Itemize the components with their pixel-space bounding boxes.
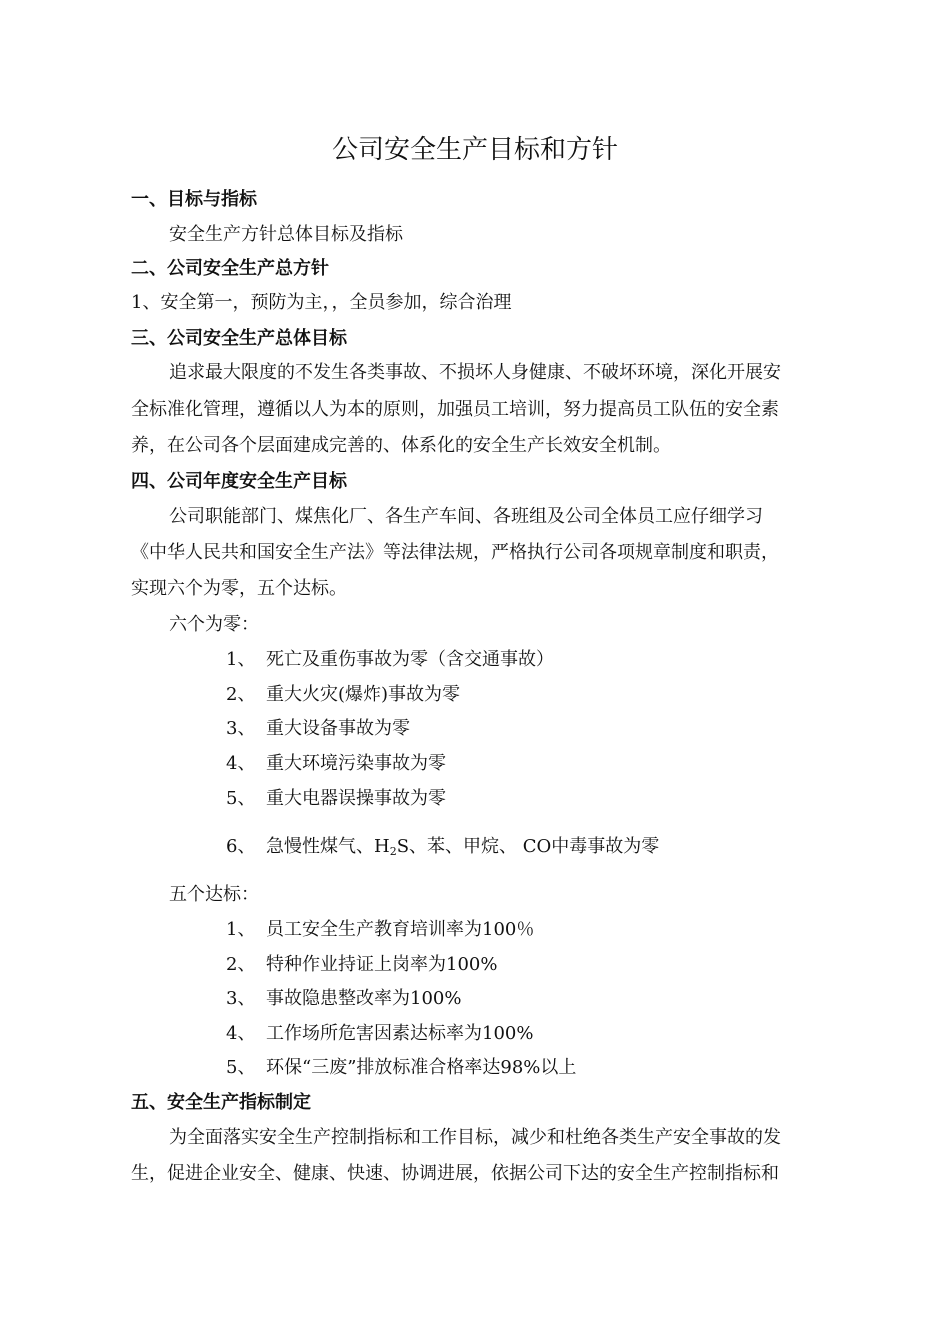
zero-list-item — [226, 717, 410, 741]
list-number: 5、 — [226, 1057, 256, 1078]
list-text: 特种作业持证上岗率为100% — [266, 954, 498, 975]
list-text: 重大设备事故为零 — [266, 718, 410, 739]
section-4-para-line: 实现六个为零，五个达标。 — [131, 578, 347, 599]
list-text: 事故隐患整改率为100% — [266, 988, 462, 1009]
section-4-para-line: 公司职能部门、煤焦化厂、各生产车间、各班组及公司全体员工应仔细学习 — [169, 506, 763, 527]
section-2-text: 1、安全第一，预防为主，，全员参加，综合治理 — [131, 292, 512, 313]
standard-list-item — [226, 918, 534, 942]
standard-list-item — [226, 987, 461, 1011]
section-5-para-line: 为全面落实安全生产控制指标和工作目标，减少和杜绝各类生产安全事故的发 — [169, 1127, 781, 1148]
standard-list-item — [226, 1022, 533, 1046]
zero-list-item — [226, 683, 460, 707]
list-number: 2、 — [226, 684, 256, 705]
section-3-para-line: 养，在公司各个层面建成完善的、体系化的安全生产长效安全机制。 — [131, 435, 671, 456]
list-number: 2、 — [226, 954, 256, 975]
list-number: 1、 — [226, 649, 256, 670]
document-title: 公司安全生产目标和方针 — [331, 135, 618, 165]
zero-list-item — [226, 835, 659, 859]
list-text: 重大火灾(爆炸)事故为零 — [266, 684, 461, 705]
list-text: 急慢性煤气、H — [266, 836, 390, 857]
zero-list-item — [226, 787, 446, 811]
standard-list-item — [226, 953, 497, 977]
list-number: 3、 — [226, 718, 256, 739]
zero-list-heading: 六个为零： — [169, 614, 259, 635]
standard-list-heading: 五个达标： — [169, 884, 259, 905]
section-4-heading: 四、公司年度安全生产目标 — [131, 471, 347, 492]
list-number: 1、 — [226, 919, 256, 940]
list-text: 死亡及重伤事故为零（含交通事故） — [266, 649, 554, 670]
list-text: S、苯、甲烷、 CO中毒事故为零 — [396, 836, 660, 857]
list-text: 重大电器误操事故为零 — [266, 788, 446, 809]
list-text: 环保“三废”排放标准合格率达98%以上 — [266, 1057, 577, 1078]
list-text: 工作场所危害因素达标率为100% — [266, 1023, 534, 1044]
list-number: 5、 — [226, 788, 256, 809]
section-5-heading: 五、安全生产指标制定 — [131, 1092, 311, 1113]
list-text: 重大环境污染事故为零 — [266, 753, 446, 774]
zero-list-item — [226, 752, 446, 776]
list-number: 4、 — [226, 1023, 256, 1044]
section-4-para-line: 《中华人民共和国安全生产法》等法律法规，严格执行公司各项规章制度和职责， — [131, 542, 779, 563]
list-number: 4、 — [226, 753, 256, 774]
section-3-para-line: 全标准化管理，遵循以人为本的原则，加强员工培训，努力提高员工队伍的安全素 — [131, 399, 779, 420]
zero-list-item — [226, 648, 554, 672]
list-number: 3、 — [226, 988, 256, 1009]
section-5-para-line: 生，促进企业安全、健康、快速、协调进展，依据公司下达的安全生产控制指标和 — [131, 1163, 779, 1184]
section-1-text: 安全生产方针总体目标及指标 — [169, 224, 403, 245]
section-2-heading: 二、公司安全生产总方针 — [131, 258, 329, 279]
section-3-heading: 三、公司安全生产总体目标 — [131, 328, 347, 349]
list-text: 员工安全生产教育培训率为100％ — [266, 919, 535, 940]
section-1-heading: 一、目标与指标 — [131, 189, 257, 210]
section-3-para-line: 追求最大限度的不发生各类事故、不损坏人身健康、不破坏环境，深化开展安 — [169, 362, 781, 383]
standard-list-item — [226, 1056, 576, 1080]
subscript: 2 — [389, 845, 397, 858]
list-number: 6、 — [226, 836, 256, 857]
